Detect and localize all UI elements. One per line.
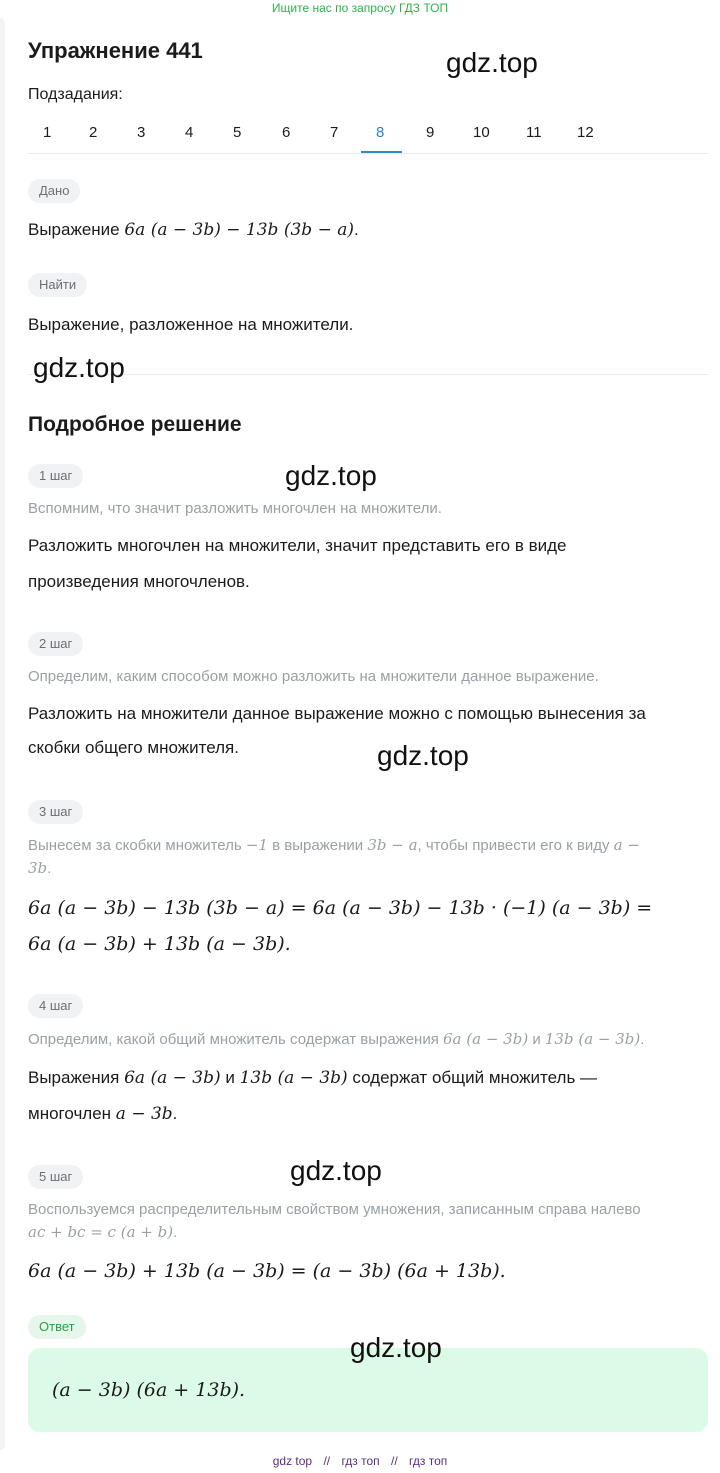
- step-3-hint-math-1: −1: [245, 836, 268, 854]
- step-2-line-1: Разложить на множители данное выражение можно с помощью вынесения за: [28, 704, 646, 723]
- exercise-card: [28, 18, 708, 1450]
- step-5-hint-b: .: [173, 1224, 178, 1241]
- step-5-hint-math: ac + bc = c (a + b): [28, 1223, 174, 1241]
- answer-pill: Ответ: [28, 1315, 86, 1339]
- footer-separator-1: //: [323, 1454, 331, 1468]
- step-4-hint-a: Определим, какой общий множитель содержат выражения: [28, 1031, 444, 1048]
- tabs-divider: [28, 153, 708, 154]
- given-pill: Дано: [28, 179, 80, 203]
- exercise-title: Упражнение 441: [28, 38, 203, 63]
- tab-5[interactable]: 5: [233, 124, 242, 141]
- step-4-hint-math-1: 6a (a − 3b): [443, 1030, 529, 1048]
- footer-link-1[interactable]: gdz top: [272, 1454, 313, 1468]
- watermark-6: gdz.top: [350, 1332, 442, 1363]
- tab-8[interactable]: 8: [376, 124, 385, 141]
- step-1-line-2: произведения многочленов.: [28, 572, 250, 591]
- tab-11[interactable]: 11: [526, 124, 542, 141]
- step-5-hint-a: Воспользуемся распределительным свойством умножения, записанным справа налево: [28, 1201, 641, 1218]
- step-3-pill: 3 шаг: [28, 800, 83, 824]
- footer-link-3[interactable]: гдз топ: [409, 1454, 448, 1468]
- step-2-line-2: скобки общего множителя.: [28, 738, 239, 757]
- step-3-math-1: 6a (a − 3b) − 13b (3b − a) = 6a (a − 3b) − 13b · (−1) (a − 3b) =: [28, 897, 653, 919]
- step-3-hint: [28, 834, 708, 880]
- tab-2[interactable]: 2: [89, 124, 98, 141]
- tab-9[interactable]: 9: [426, 124, 435, 141]
- watermark-5: gdz.top: [290, 1155, 382, 1186]
- step-3-hint-a: Вынесем за скобки множитель: [28, 837, 246, 854]
- step-2-pill: 2 шаг: [28, 632, 83, 656]
- step-3-hint-math-4: 3b: [28, 859, 48, 877]
- step-4-line-2-math: a − 3b: [115, 1104, 173, 1124]
- step-4-line-1-math-2: 13b (a − 3b): [239, 1068, 348, 1088]
- step-4-hint-math-2: 13b (a − 3b): [544, 1030, 641, 1048]
- step-1-pill: 1 шаг: [28, 464, 83, 488]
- step-4-line-2-a: многочлен: [28, 1104, 116, 1123]
- given-text: [28, 212, 359, 248]
- footer-links: [0, 1454, 720, 1468]
- watermark-1: gdz.top: [446, 47, 538, 78]
- section-divider: [28, 374, 708, 375]
- step-4-hint-c: .: [640, 1031, 645, 1048]
- step-4-line-1-math-1: 6a (a − 3b): [124, 1068, 221, 1088]
- step-4-line-1: [28, 1060, 597, 1096]
- step-5-math-1: 6a (a − 3b) + 13b (a − 3b) = (a − 3b) (6a + 13b).: [28, 1260, 506, 1282]
- given-period: .: [353, 220, 359, 239]
- tab-12[interactable]: 12: [577, 124, 594, 141]
- watermark-4: gdz.top: [377, 740, 469, 771]
- step-4-line-2-b: .: [172, 1104, 178, 1123]
- step-1-hint: Вспомним, что значит разложить многочлен на множители.: [28, 500, 442, 517]
- step-2-hint: Определим, каким способом можно разложить на множители данное выражение.: [28, 668, 599, 685]
- tab-1[interactable]: 1: [43, 124, 52, 141]
- step-3-hint-b: в выражении: [267, 837, 368, 854]
- find-pill: Найти: [28, 273, 87, 297]
- step-4-pill: 4 шаг: [28, 994, 83, 1018]
- answer-math: (a − 3b) (6a + 13b).: [52, 1379, 246, 1401]
- step-5-hint: [28, 1199, 708, 1244]
- footer-separator-2: //: [391, 1454, 398, 1468]
- top-banner[interactable]: Ищите нас по запросу ГДЗ ТОП: [271, 1, 449, 15]
- step-3-hint-math-3: a −: [613, 836, 640, 854]
- step-3-hint-d: .: [47, 860, 52, 877]
- step-4-line-2: [28, 1096, 177, 1132]
- tab-7[interactable]: 7: [330, 124, 339, 141]
- step-4-line-1-c: содержат общий множитель —: [347, 1068, 598, 1087]
- solution-title: Подробное решение: [28, 413, 242, 436]
- step-3-math-2: 6a (a − 3b) + 13b (a − 3b).: [28, 933, 291, 955]
- step-4-hint: [28, 1028, 708, 1051]
- left-edge-decoration: [0, 18, 5, 1450]
- given-expression: 6a (a − 3b) − 13b (3b − a): [124, 220, 354, 240]
- watermark-3: gdz.top: [285, 460, 377, 491]
- find-text: Выражение, разложенное на множители.: [28, 315, 354, 334]
- tab-6[interactable]: 6: [282, 124, 291, 141]
- tab-3[interactable]: 3: [137, 124, 146, 141]
- step-1-line-1: Разложить многочлен на множители, значит представить его в виде: [28, 536, 567, 555]
- tab-10[interactable]: 10: [473, 124, 490, 141]
- footer-link-2[interactable]: гдз топ: [341, 1454, 380, 1468]
- step-3-hint-math-2: 3b − a: [367, 836, 418, 854]
- tab-4[interactable]: 4: [185, 124, 194, 141]
- subtasks-label: Подзадания:: [28, 86, 123, 103]
- step-4-hint-b: и: [528, 1031, 545, 1048]
- given-label: Выражение: [28, 220, 125, 239]
- step-4-line-1-a: Выражения: [28, 1068, 125, 1087]
- watermark-2: gdz.top: [33, 352, 125, 383]
- step-5-pill: 5 шаг: [28, 1165, 83, 1189]
- step-3-hint-c: , чтобы привести его к виду: [417, 837, 614, 854]
- step-4-line-1-b: и: [220, 1068, 240, 1087]
